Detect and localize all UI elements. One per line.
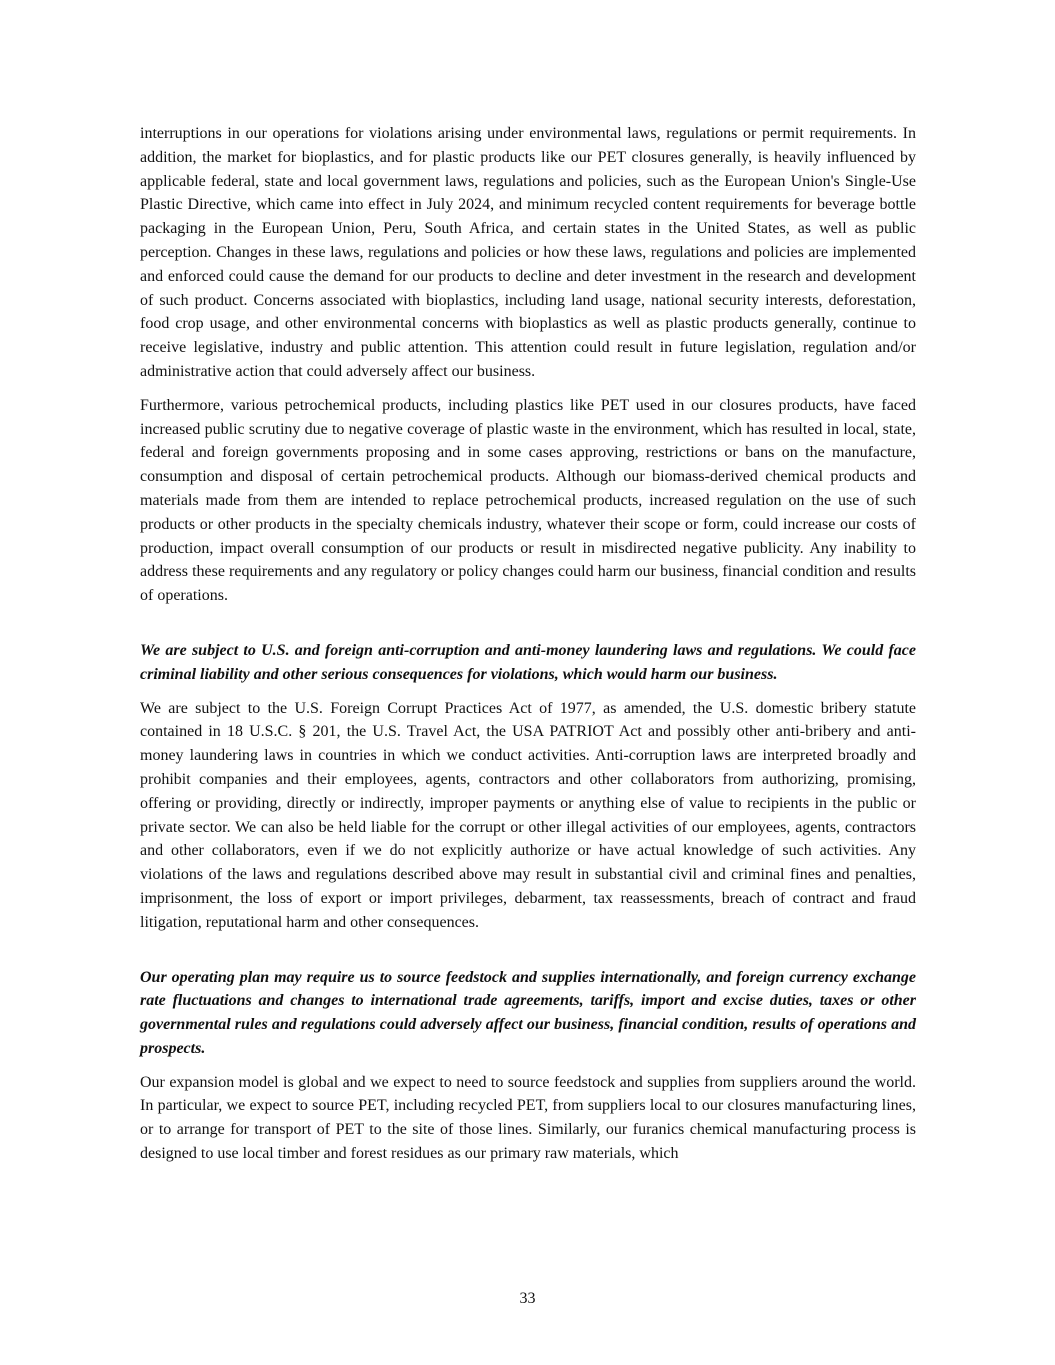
paragraph-petrochemical-scrutiny: Furthermore, various petrochemical products, including plastics like PET used in our closures products, have faced increased public scrutiny due to negative coverage of plastic waste in the environment, which has resulted in local, state, federal and foreign governments proposing and in some cases approving, restrictions or bans on the manufacture, consumption and disposal of certain petrochemical products. Although our biomass-derived chemical products and materials made from them are intended to replace petrochemical products, increased regulation on the use of such products or other products in the specialty chemicals industry, whatever their scope or form, could increase our costs of production, impact overall consumption of our products or result in misdirected negative publicity. Any inability to address these requirements and any regulatory or policy changes could harm our business, financial condition and results of operations. [140, 396, 916, 605]
paragraph-expansion-model: Our expansion model is global and we expect to need to source feedstock and supplies from suppliers around the world. In particular, we expect to source PET, including recycled PET, from suppliers local to our closures manufacturing lines, or to arrange for transport of PET to the site of those lines. Similarly, our furanics chemical manufacturing process is designed to use local timber and forest residues as our primary raw materials, which [140, 1073, 916, 1163]
risk-heading-anti-corruption: We are subject to U.S. and foreign anti-corruption and anti-money laundering laws and regulations. We could face criminal liability and other serious consequences for violations, which would harm our business. [140, 641, 916, 683]
risk-heading-international-sourcing: Our operating plan may require us to source feedstock and supplies internationally, and foreign currency exchange rate fluctuations and changes to international trade agreements, tariffs, import and excise duties, taxes or other governmental rules and regulations could adversely affect our business, financial condition, results of operations and prospects. [140, 968, 916, 1057]
document-body [140, 122, 916, 1166]
paragraph-environmental-regulation: interruptions in our operations for violations arising under environmental laws, regulations or permit requirements. In addition, the market for bioplastics, and for plastic products like our PET closures generally, is heavily influenced by applicable federal, state and local government laws, regulations and policies, such as the European Union's Single-Use Plastic Directive, which came into effect in July 2024, and minimum recycled content requirements for beverage bottle packaging in the European Union, Peru, South Africa, and certain states in the United States, as well as public perception. Changes in these laws, regulations and policies or how these laws, regulations and policies are implemented and enforced could cause the demand for our products to decline and deter investment in the research and development of such product. Concerns associated with bioplastics, including land usage, national security interests, deforestation, food crop usage, and other environmental concerns with bioplastics as well as plastic products generally, continue to receive legislative, industry and public attention. This attention could result in future legislation, regulation and/or administrative action that could adversely affect our business. [140, 125, 916, 380]
paragraph-anti-corruption: We are subject to the U.S. Foreign Corrupt Practices Act of 1977, as amended, the U.S. domestic bribery statute contained in 18 U.S.C. § 201, the U.S. Travel Act, the USA PATRIOT Act and possibly other anti-bribery and anti-money laundering laws in countries in which we conduct activities. Anti-corruption laws are interpreted broadly and prohibit companies and their employees, agents, contractors and other collaborators from authorizing, promising, offering or providing, directly or indirectly, improper payments or anything else of value to recipients in the public or private sector. We can also be held liable for the corrupt or other illegal activities of our employees, agents, contractors and other collaborators, even if we do not explicitly authorize or have actual knowledge of such activities. Any violations of the laws and regulations described above may result in substantial civil and criminal fines and penalties, imprisonment, the loss of export or import privileges, debarment, tax reassessments, breach of contract and fraud litigation, reputational harm and other consequences. [140, 699, 916, 931]
page-number: 33 [519, 1290, 536, 1307]
